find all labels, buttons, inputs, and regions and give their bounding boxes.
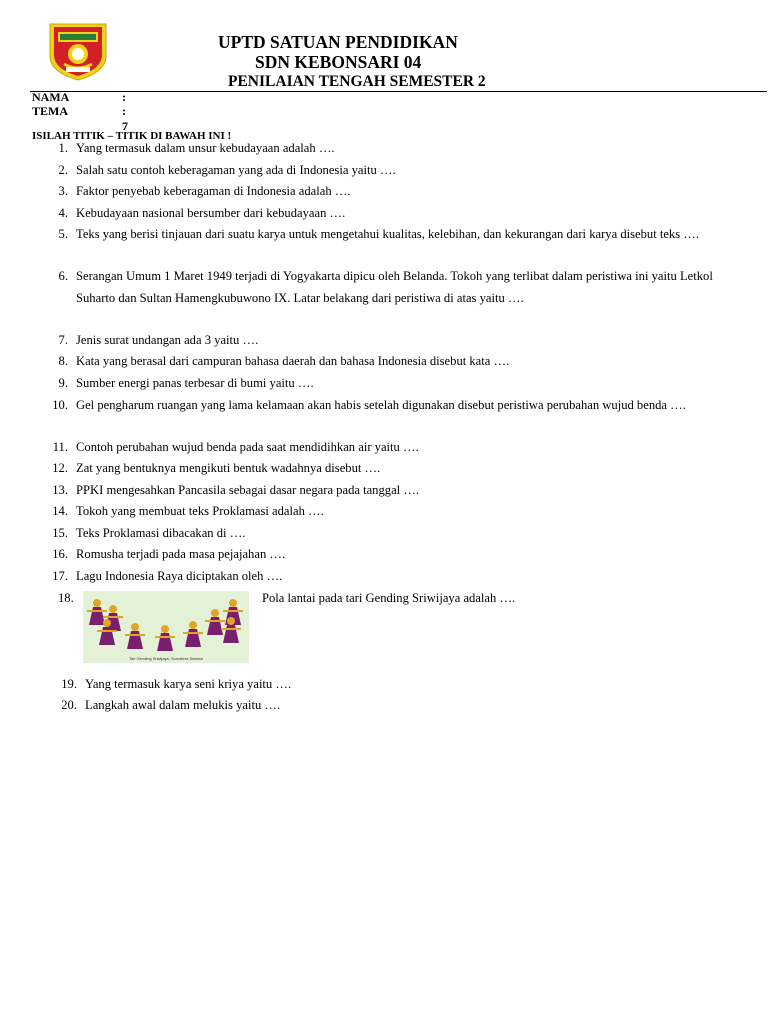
question-item <box>58 330 746 352</box>
instruction: ISILAH TITIK – TITIK DI BAWAH INI ! <box>32 130 232 142</box>
question-text: Yang termasuk dalam unsur kebudayaan adalah …. <box>76 141 335 155</box>
question-item <box>262 588 742 610</box>
question-number: 4. <box>58 206 68 220</box>
question-text: Teks yang berisi tinjauan dari suatu karya untuk mengetahui kualitas, kelebihan, dan kekurangan dari karya disebut teks …. <box>76 227 700 241</box>
question-item <box>58 373 746 395</box>
question-item <box>52 480 746 502</box>
question-number: 16. <box>52 547 68 561</box>
question-number: 15. <box>52 526 68 540</box>
question-text: Pola lantai pada tari Gending Sriwijaya adalah …. <box>262 591 516 605</box>
question-number: 14. <box>52 504 68 518</box>
question-text: Teks Proklamasi dibacakan di …. <box>76 526 246 540</box>
question-item <box>58 351 746 373</box>
dancer-figure <box>155 625 175 651</box>
question-item <box>61 674 745 696</box>
question-text: PPKI mengesahkan Pancasila sebagai dasar negara pada tanggal …. <box>76 483 420 497</box>
question-number: 17. <box>52 569 68 583</box>
dance-illustration <box>83 591 249 663</box>
question-number: 11. <box>52 440 68 454</box>
question-number: 19. <box>61 677 77 691</box>
question-text: Tokoh yang membuat teks Proklamasi adalah …. <box>76 504 324 518</box>
nama-label: NAMA <box>32 90 70 104</box>
question-text: Lagu Indonesia Raya diciptakan oleh …. <box>76 569 283 583</box>
question-text: Yang termasuk karya seni kriya yaitu …. <box>85 677 292 691</box>
header-school-name: SDN KEBONSARI 04 <box>255 52 422 72</box>
question-item <box>52 501 746 523</box>
question-text: Salah satu contoh keberagaman yang ada di Indonesia yaitu …. <box>76 163 396 177</box>
question-text: Langkah awal dalam melukis yaitu …. <box>85 698 281 712</box>
school-logo <box>36 22 120 82</box>
question-item <box>61 695 745 717</box>
question-number: 7. <box>58 333 68 347</box>
question-number: 6. <box>58 269 68 283</box>
question-number: 1. <box>58 141 68 155</box>
question-text: Jenis surat undangan ada 3 yaitu …. <box>76 333 259 347</box>
question-number: 8. <box>58 354 68 368</box>
question-item <box>52 544 746 566</box>
question-text: Romusha terjadi pada masa pejajahan …. <box>76 547 286 561</box>
header-divider <box>30 91 767 92</box>
question-number: 20. <box>61 698 77 712</box>
question-number: 5. <box>58 227 68 241</box>
regency-crest-icon <box>36 22 120 82</box>
dancers-illustration-icon <box>83 591 249 663</box>
question-number: 3. <box>58 184 68 198</box>
question-item <box>58 138 746 160</box>
question-item <box>52 523 746 545</box>
dancer-figure <box>205 609 225 635</box>
question-text: Kata yang berasal dari campuran bahasa daerah dan bahasa Indonesia disebut kata …. <box>76 354 510 368</box>
question-text: Faktor penyebab keberagaman di Indonesia adalah …. <box>76 184 351 198</box>
question-item <box>58 160 746 182</box>
question-item <box>58 181 746 203</box>
nama-value: : <box>122 90 126 104</box>
header-exam-title: PENILAIAN TENGAH SEMESTER 2 <box>228 73 486 90</box>
question-item <box>52 395 736 417</box>
question-item <box>52 437 746 459</box>
question-number: 13. <box>52 483 68 497</box>
question-text: Contoh perubahan wujud benda pada saat mendidihkan air yaitu …. <box>76 440 419 454</box>
question-number: 12. <box>52 461 68 475</box>
tema-label: TEMA <box>32 104 68 118</box>
question-text: Gel pengharum ruangan yang lama kelamaan akan habis setelah digunakan disebut peristiwa perubahan wujud benda …. <box>76 398 686 412</box>
question-number: 18. <box>58 591 74 605</box>
question-text: Serangan Umum 1 Maret 1949 terjadi di Yogyakarta dipicu oleh Belanda. Tokoh yang terlibat dalam peristiwa ini yaitu Letkol Suharto dan Sultan Hamengkubuwono IX. Latar belakang dari peristiwa di atas yaitu …. <box>76 269 713 305</box>
question-number: 2. <box>58 163 68 177</box>
tema-value: : 7 <box>122 104 128 133</box>
question-item <box>58 224 750 246</box>
dancer-figure <box>183 621 203 647</box>
question-text: Zat yang bentuknya mengikuti bentuk wadahnya disebut …. <box>76 461 381 475</box>
question-number: 10. <box>52 398 68 412</box>
question-text: Sumber energi panas terbesar di bumi yaitu …. <box>76 376 314 390</box>
image-caption: Tari Gending Sriwijaya, Sumatera Selatan <box>128 656 204 661</box>
question-number: 9. <box>58 376 68 390</box>
question-item <box>52 458 746 480</box>
header-institution: UPTD SATUAN PENDIDIKAN <box>218 32 458 52</box>
question-item <box>58 203 746 225</box>
question-item <box>52 566 746 588</box>
question-text: Kebudayaan nasional bersumber dari kebudayaan …. <box>76 206 346 220</box>
question-item <box>58 266 742 309</box>
dancer-figure <box>125 623 145 649</box>
